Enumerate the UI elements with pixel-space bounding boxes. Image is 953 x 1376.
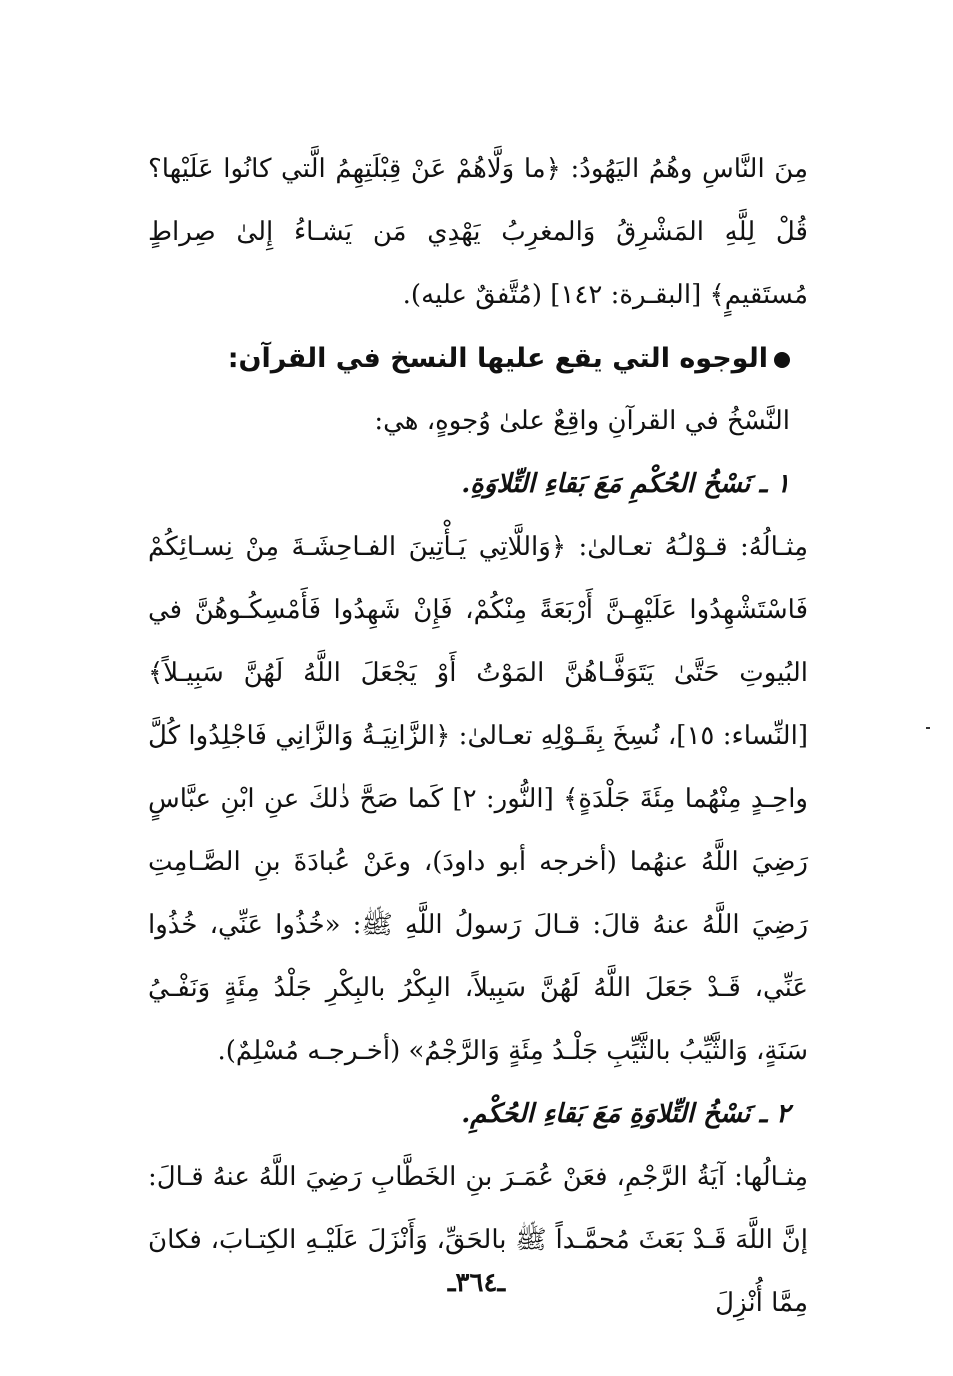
paragraph-example-2: مِثـالُها: آيَةُ الرَّجْمِ، فعَنْ عُمَـرَ بنِ الخَطَّابِ رَضِيَ اللَّهُ عنهُ قـالَ: إنَّ اللَّهَ قَـدْ بَعَثَ مُحمَّـداً ﷺ بالحَقِّ، وَأَنْزَلَ عَلَيْـهِ الكِتـابَ، فكانَ مِمَّا أُنْزِلَ	[148, 1162, 808, 1318]
section-heading	[148, 327, 808, 390]
page-number: ـ٣٦٤ـ	[447, 1268, 506, 1298]
bullet-icon	[774, 352, 790, 368]
paragraph-qibla: مِنَ النَّاسِ وهُمُ اليَهُودُ: ﴿ما وَلَّاهُمْ عَنْ قِبْلَتِهِمُ الَّتي كانُوا عَلَيْها؟ قُلْ لِلَّهِ المَشْرِقُ وَالمغرِبُ يَهْدِي مَن يَشـاءُ إِلىٰ صِراطٍ مُستَقيمٍ﴾ [البقـرة: ١٤٢] (مُتَّفقٌ عليه).	[148, 154, 808, 310]
section-heading-text: الوجوه التي يقع عليها النسخ في القرآن:	[227, 343, 768, 374]
subheading-2: ٢ ـ نَسْخُ التِّلاوَةِ مَعَ بَقاءِ الحُكْمِ.	[461, 1099, 790, 1129]
intro-line: النَّسْخُ في القرآنِ واقِعٌ علىٰ وُجوهٍ، هي:	[374, 406, 790, 436]
paragraph-example-1: مِثـالُهُ: قـوْلـُهُ تعـالىٰ: ﴿وَاللَّاتِي يَـأْتِينَ الفـاحِشَـةَ مِنْ نِسـائِكُمْ فَاسْتَشْهِدُوا عَلَيْهِـنَّ أَرْبَعَةً مِنْكُمْ، فَإِنْ شَهِدُوا فَأَمْسِكُـوهُنَّ في البُيوتِ حَتَّىٰ يَتَوَفَّـاهُنَّ المَوْتُ أَوْ يَجْعَلَ اللَّهُ لَهُنَّ سَبِيـلاً﴾ [النِّساء: ١٥]، نُسِخَ بِقَـوْلِهِ تعـالىٰ: ﴿الزَّانِيَـةُ وَالزَّانِي فَاجْلِدُوا كُلَّ واحِـدٍ مِنْهُما مِئَةَ جَلْدَةٍ﴾ [النُّور: ٢] كَما صَحَّ ذٰلكَ عنِ ابْنِ عبَّاسٍ رَضِيَ اللَّهُ عنهُما (أخرجه أبو داودَ)، وعَنْ عُبادَةَ بنِ الصَّـامِتِ رَضِيَ اللَّهُ عنهُ قالَ: قـالَ رَسولُ اللَّهِ ﷺ: «خُذُوا عَنِّي، خُذُوا عَنِّي، قَـدْ جَعَلَ اللَّهُ لَهُنَّ سَبِيلاً، البِكْرُ بالبِكْرِ جَلْدُ مِئَةٍ وَنَفْـيُ سَنَةٍ، وَالثَّيِّبُ بالثَّيِّبِ جَلْـدُ مِئَةٍ وَالرَّجْمُ» (أخـرجـه مُسْلِمٌ).	[148, 532, 808, 1066]
page-body	[148, 138, 808, 1368]
margin-mark	[926, 727, 930, 729]
subheading-1: ١ ـ نَسْخُ الحُكْمِ مَعَ بَقاءِ التِّلاوَةِ.	[461, 469, 790, 499]
